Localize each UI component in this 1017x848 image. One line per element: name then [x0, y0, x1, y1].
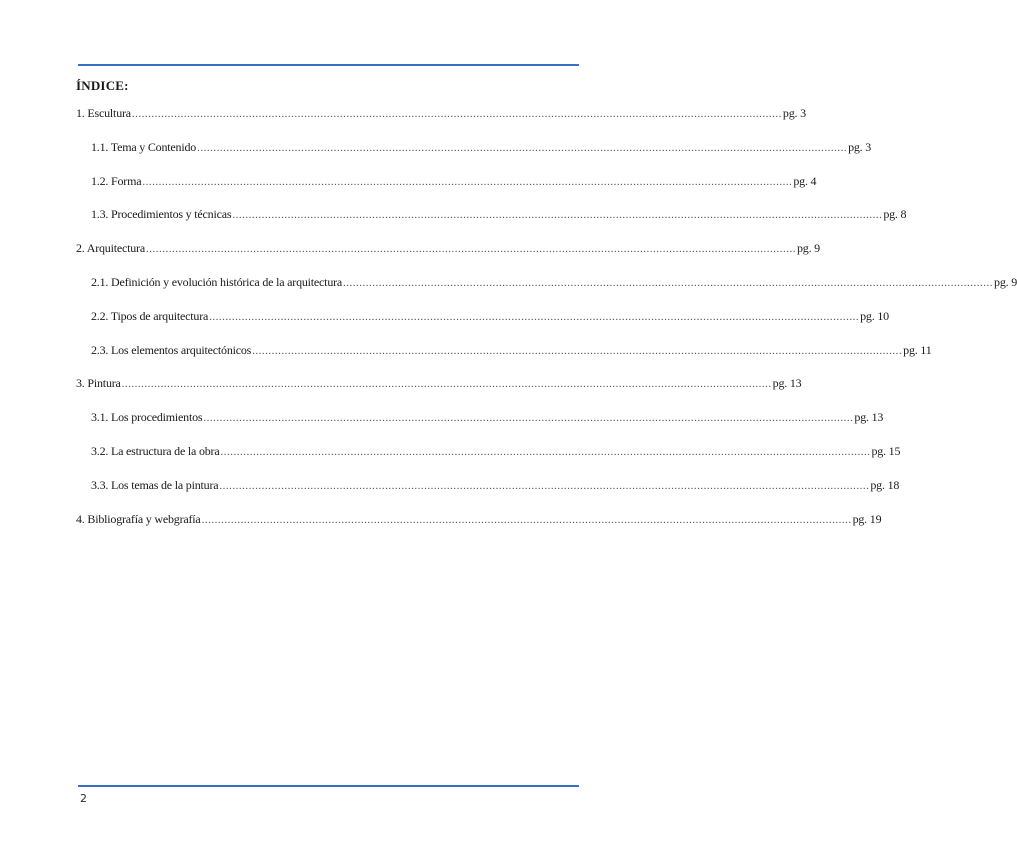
toc-entry-tipos-de-arquitectura[interactable] [76, 308, 889, 342]
toc-entry-label: 3.1. Los procedimientos [91, 410, 203, 425]
toc-entry-page: pg. 13 [854, 410, 884, 425]
toc-entry-label: 2. Arquitectura [76, 241, 145, 256]
toc-entry-forma[interactable] [76, 173, 817, 207]
dot-leader: ........................................................................................................................................................................................................ [145, 243, 796, 256]
dot-leader: ........................................................................................................................................................................................................ [121, 378, 772, 391]
toc-entry-label: 3.2. La estructura de la obra [91, 443, 220, 458]
toc-title: ÍNDICE: [76, 78, 129, 93]
toc-entry-page: pg. 13 [772, 376, 802, 391]
toc-entry-label: 2.1. Definición y evolución histórica de la arquitectura [91, 274, 343, 289]
toc-entry-label: 1.1. Tema y Contenido [91, 139, 197, 154]
dot-leader: ........................................................................................................................................................................................................ [252, 344, 903, 357]
dot-leader: ........................................................................................................................................................................................................ [232, 209, 883, 222]
toc-entry-page: pg. 10 [860, 308, 889, 323]
toc-entry-pintura[interactable] [76, 375, 802, 409]
toc-entry-label: 2.2. Tipos de arquitectura [91, 308, 209, 323]
toc-list [76, 105, 1017, 544]
dot-leader: ........................................................................................................................................................................................................ [142, 175, 793, 188]
toc-entry-tema-y-contenido[interactable] [76, 139, 872, 173]
toc-entry-arquitectura[interactable] [76, 240, 820, 274]
toc-entry-procedimientos-y-tecnicas[interactable] [76, 206, 907, 240]
toc-entry-escultura[interactable] [76, 105, 806, 139]
toc-entry-page: pg. 19 [852, 511, 882, 526]
toc-entry-page: pg. 18 [870, 477, 900, 492]
toc-entry-label: 4. Bibliografía y webgrafía [76, 511, 201, 526]
toc-entry-los-procedimientos[interactable] [76, 409, 884, 443]
toc-entry-page: pg. 9 [994, 274, 1017, 289]
dot-leader: ........................................................................................................................................................................................................ [203, 412, 854, 425]
toc-entry-page: pg. 9 [796, 241, 820, 256]
toc-entry-page: pg. 8 [883, 207, 907, 222]
header-rule [78, 64, 579, 66]
dot-leader: ........................................................................................................................................................................................................ [201, 513, 852, 526]
toc-entry-elementos-arquitectonicos[interactable] [76, 342, 932, 376]
toc-entry-label: 3.3. Los temas de la pintura [91, 477, 219, 492]
toc-entry-page: pg. 4 [793, 173, 817, 188]
toc-entry-label: 1.2. Forma [91, 173, 142, 188]
dot-leader: ........................................................................................................................................................................................................ [209, 310, 860, 323]
dot-leader: ........................................................................................................................................................................................................ [220, 445, 871, 458]
toc-entry-bibliografia[interactable] [76, 511, 882, 545]
toc-entry-label: 2.3. Los elementos arquitectónicos [91, 342, 252, 357]
dot-leader: ........................................................................................................................................................................................................ [343, 276, 994, 289]
toc-entry-label: 1.3. Procedimientos y técnicas [91, 207, 232, 222]
dot-leader: ........................................................................................................................................................................................................ [131, 108, 782, 120]
toc-entry-label: 3. Pintura [76, 376, 121, 391]
toc-entry-estructura-de-la-obra[interactable] [76, 443, 901, 477]
table-of-contents [76, 72, 1017, 544]
toc-entry-page: pg. 3 [848, 139, 872, 154]
footer-rule [78, 785, 579, 787]
toc-entry-definicion-evolucion[interactable] [76, 274, 1017, 308]
dot-leader: ........................................................................................................................................................................................................ [219, 479, 870, 492]
toc-entry-label: 1. Escultura [76, 106, 131, 120]
toc-entry-page: pg. 15 [871, 443, 901, 458]
toc-entry-temas-de-la-pintura[interactable] [76, 477, 900, 511]
page-number: 2 [80, 792, 87, 805]
toc-entry-page: pg. 3 [782, 106, 806, 120]
dot-leader: ........................................................................................................................................................................................................ [197, 141, 848, 154]
toc-entry-page: pg. 11 [903, 342, 932, 357]
